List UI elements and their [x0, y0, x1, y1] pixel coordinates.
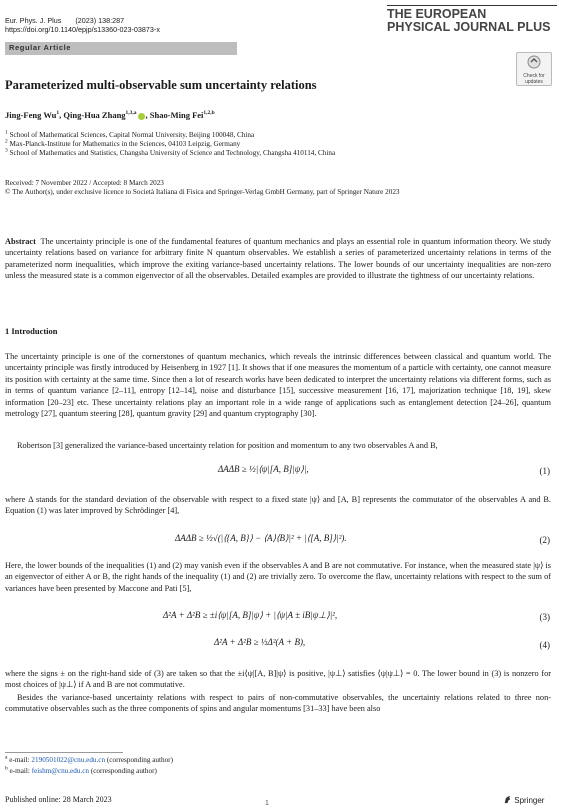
- affiliation: [5, 149, 335, 158]
- affiliation-num: 2: [5, 138, 8, 145]
- published-date: Published online: 28 March 2023: [5, 795, 112, 804]
- article-title: Parameterized multi-observable sum uncertainty relations: [5, 78, 317, 92]
- affiliations: [5, 131, 335, 158]
- affiliation: [5, 131, 335, 140]
- footnote: [5, 767, 173, 776]
- journal-logo: [387, 5, 557, 34]
- footnote: [5, 756, 173, 765]
- author-sup: 1,2,b: [203, 110, 215, 117]
- equation-2: ΔAΔB ≥ ½√(|⟨{A, B}⟩ − ⟨A⟩⟨B⟩|² + |⟨[A, B]⟩|²).: [175, 533, 347, 543]
- publisher-name: Springer: [514, 796, 545, 805]
- abstract: [5, 236, 551, 282]
- affiliation: [5, 140, 335, 149]
- footnote-note: (corresponding author): [90, 767, 157, 775]
- check-updates-button[interactable]: [516, 52, 552, 86]
- equation-4: Δ²A + Δ²B ≥ ½Δ²(A + B),: [214, 637, 306, 647]
- email-link[interactable]: 2190501022@cnu.edu.cn: [31, 756, 106, 764]
- affiliation-num: 1: [5, 129, 8, 136]
- abstract-text: The uncertainty principle is one of the fundamental features of quantum mechanics and plays an essential role in quantum information theory. We study uncertainty relations based on variance for arbitrary finite N quantum observables. We establish a series of parameterized uncertainty relations in terms of the parameterized norm inequalities, which improve the exiting variance-based uncertainty relations. The lower bounds of our uncertainty inequalities are non-zero unless the measured state is a common eigenvector of all the observables. Detailed examples are provided to illustrate the tightness of our uncertainty relations.: [5, 237, 551, 281]
- affiliation-text: School of Mathematical Sciences, Capital Normal University, Beijing 100048, China: [9, 131, 255, 139]
- author-sup: 1: [56, 110, 60, 117]
- page-number: 1: [265, 800, 269, 807]
- equation-1-number: (1): [539, 466, 550, 476]
- journal-logo-line1: THE EUROPEAN: [387, 7, 487, 21]
- springer-logo: [503, 795, 544, 805]
- orcid-icon[interactable]: [138, 113, 145, 120]
- check-updates-icon: [527, 55, 541, 69]
- footnote-mark: b: [5, 765, 8, 772]
- check-updates-label: Check for updates: [523, 73, 545, 85]
- equation-2-number: (2): [539, 535, 550, 545]
- equation-1: ΔAΔB ≥ ½|⟨ψ|[A, B]|ψ⟩|,: [218, 464, 309, 474]
- affiliation-num: 3: [5, 147, 8, 154]
- affiliation-text: Max-Planck-Institute for Mathematics in the Sciences, 04103 Leipzig, Germany: [9, 140, 241, 148]
- section-heading: 1 Introduction: [5, 326, 58, 336]
- author-list: Jing-Feng Wu$^1$, Qing-Hua Zhang$^{1,3,a}$ , Shao-Ming Fei$^{1,2,b}$: [5, 110, 215, 120]
- author-sup: 1,3,a: [125, 110, 137, 117]
- equation-4-number: (4): [539, 640, 550, 650]
- article-type: Regular Article: [9, 43, 72, 52]
- article-type-bar: [5, 42, 237, 55]
- springer-horse-icon: [503, 795, 512, 804]
- footnote-label: e-mail:: [9, 767, 30, 775]
- paragraph-2: Robertson [3] generalized the variance-based uncertainty relation for position and momentum to any two observables A and B,: [17, 441, 438, 450]
- author-name: Jing-Feng Wu: [5, 110, 57, 120]
- paragraph-1: The uncertainty principle is one of the cornerstones of quantum mechanics, which reveals the intrinsic differences between classical and quantum world. The uncertainty principle was firstly introduced by Heisenberg in 1927 [1]. It shows that if one measures the momentum of a particle with certainty, one cannot measure its position with certainty at the same time. Since then a lot of research works have been dedicated to interpret the uncertainty relations via different forms, such as in terms of quantum variance [2–11], entropy [12–14], noise and disturbance [15], successive measurement [16, 17], majorization technique [18, 19], skew information [20–23] etc. These uncertainty relations play an important role in a wide range of applications such as entanglement detection [24–26], quantum metrology [27], quantum steering [28], quantum gravity [29] and quantum cryptography [30].: [5, 352, 551, 419]
- footnotes: [5, 756, 173, 776]
- journal-volume: (2023) 138:287: [75, 16, 125, 25]
- footnote-label: e-mail:: [9, 756, 30, 764]
- paragraph-6: Besides the variance-based uncertainty relations with respect to pairs of non-commutative observables, the uncertainty relations related to three non-commutative observables such as the three components of spins and angular momentums [31–33] have been also: [5, 693, 551, 714]
- journal-short: Eur. Phys. J. Plus: [5, 16, 62, 25]
- equation-3: Δ²A + Δ²B ≥ ±i⟨ψ|[A, B]|ψ⟩ + |⟨ψ|A ± iB|ψ⊥⟩|²,: [163, 610, 338, 620]
- author-name: Qing-Hua Zhang: [63, 110, 126, 120]
- received-dates: Received: 7 November 2022 / Accepted: 8 March 2023: [5, 179, 164, 187]
- paragraph-3: where Δ stands for the standard deviation of the observable with respect to a fixed state |ψ⟩ and [A, B] represents the commutator of the observables A and B. Equation (1) was later improved by Schrödinger [4],: [5, 495, 551, 516]
- footnote-note: (corresponding author): [106, 756, 173, 764]
- email-link[interactable]: feishm@cnu.edu.cn: [31, 767, 90, 775]
- footnote-mark: a: [5, 754, 8, 761]
- doi-link[interactable]: https://doi.org/10.1140/epjp/s13360-023-03873-x: [5, 25, 160, 34]
- affiliation-text: School of Mathematics and Statistics, Changsha University of Science and Technology, Changsha 410114, China: [9, 149, 336, 157]
- footnote-divider: [5, 752, 123, 753]
- copyright: © The Author(s), under exclusive licence to Società Italiana di Fisica and Springer-Verlag GmbH Germany, part of Springer Nature 2023: [5, 188, 400, 196]
- equation-3-number: (3): [539, 612, 550, 622]
- paragraph-5: where the signs ± on the right-hand side of (3) are taken so that the ±i⟨ψ|[A, B]|ψ⟩ is positive, |ψ⊥⟩ satisfies ⟨ψ|ψ⊥⟩ = 0. The lower bound in (3) is nonzero for most choices of |ψ⊥⟩ if A and B are not commutative.: [5, 669, 551, 690]
- paragraph-4: Here, the lower bounds of the inequalities (1) and (2) may vanish even if the observables A and B are not commutative. For instance, when the measured state |ψ⟩ is an eigenvector of either A or B, the right hands of the inequality (1) and (2) are trivially zero. To overcome the flaw, uncertainty relations with respect to the sum of variances have been presented by Maccone and Pati [5],: [5, 561, 551, 593]
- abstract-label: Abstract: [5, 237, 36, 246]
- author-name: Shao-Ming Fei: [149, 110, 204, 120]
- journal-citation: [5, 16, 124, 25]
- journal-logo-line2: PHYSICAL JOURNAL PLUS: [387, 20, 551, 34]
